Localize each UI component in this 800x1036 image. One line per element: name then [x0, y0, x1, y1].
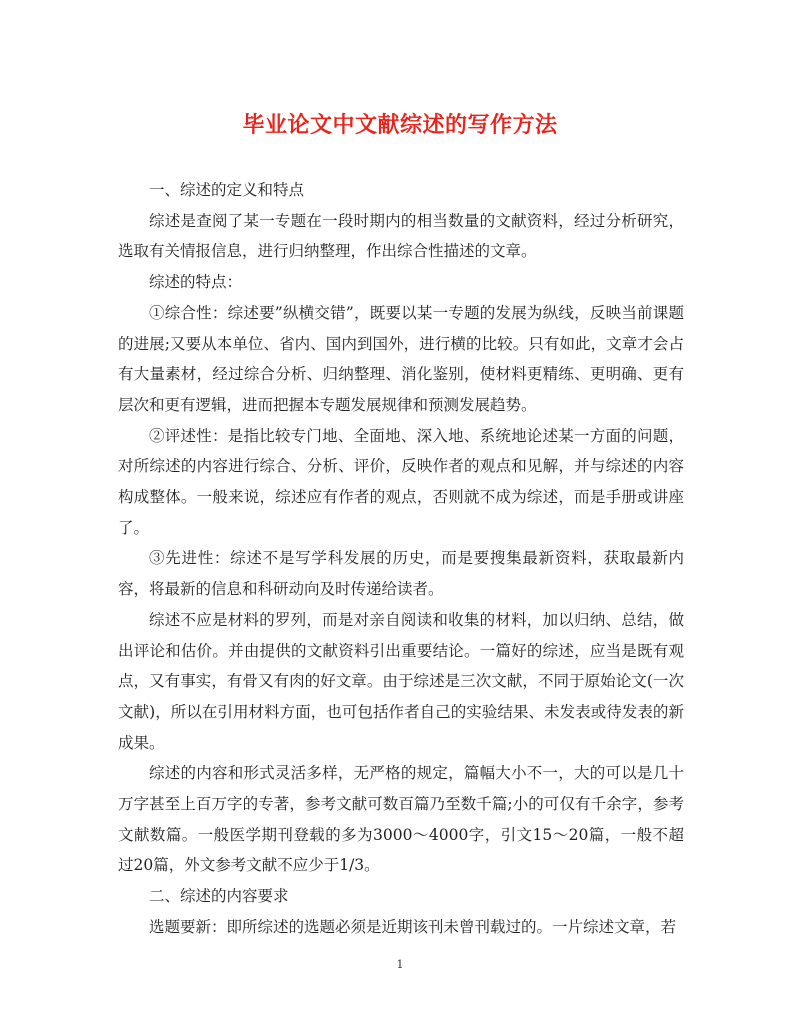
section-heading-1: 一、综述的定义和特点 — [149, 181, 305, 199]
paragraph-topic-new: 选题要新：即所综述的选题必须是近期该刊未曾刊载过的。一片综述文章，若 — [149, 917, 677, 936]
document-title: 毕业论文中文献综述的写作方法 — [242, 112, 558, 138]
paragraph-advanced: ③先进性：综述不是写学科发展的历史，而是要搜集最新资料，获取最新内容，将最新的信息和科研动向及时传递给读者。 — [118, 549, 684, 599]
page-number: 1 — [396, 958, 404, 971]
document-body — [118, 175, 684, 943]
paragraph-commentary: ②评述性：是指比较专门地、全面地、深入地、系统地论述某一方面的问题，对所综述的内容进行综合、分析、评价，反映作者的观点和见解，并与综述的内容构成整体。一般来说，综述应有作者的观点，否则就不成为综述，而是手册或讲座了。 — [118, 426, 684, 537]
section-heading-2: 二、综述的内容要求 — [149, 887, 289, 906]
paragraph-content-form: 综述的内容和形式灵活多样，无严格的规定，篇幅大小不一，大的可以是几十万字甚至上百万字的专著，参考文献可数百篇乃至数千篇;小的可仅有千余字，参考文献数篇。一般医学期刊登载的多为3000～4000字，引文15～20篇，一般不超过20篇，外文参考文献不应少于1/3。 — [118, 764, 684, 875]
paragraph-comprehensive: ①综合性：综述要”纵横交错”，既要以某一专题的发展为纵线，反映当前课题的进展;又要从本单位、省内、国内到国外，进行横的比较。只有如此，文章才会占有大量素材，经过综合分析、归纳整理、消化鉴别，使材料更精练、更明确、更有层次和更有逻辑，进而把握本专题发展规律和预测发展趋势。 — [118, 303, 684, 414]
paragraph-definition: 综述是查阅了某一专题在一段时期内的相当数量的文献资料，经过分析研究，选取有关情报信息，进行归纳整理，作出综合性描述的文章。 — [118, 211, 684, 261]
paragraph-not-listing: 综述不应是材料的罗列，而是对亲自阅读和收集的材料，加以归纳、总结，做出评论和估价。并由提供的文献资料引出重要结论。一篇好的综述，应当是既有观点，又有事实，有骨又有肉的好文章。由于综述是三次文献，不同于原始论文(一次文献)，所以在引用材料方面，也可包括作者自己的实验结果、未发表或待发表的新成果。 — [118, 610, 684, 752]
paragraph-features-intro: 综述的特点： — [149, 273, 243, 292]
